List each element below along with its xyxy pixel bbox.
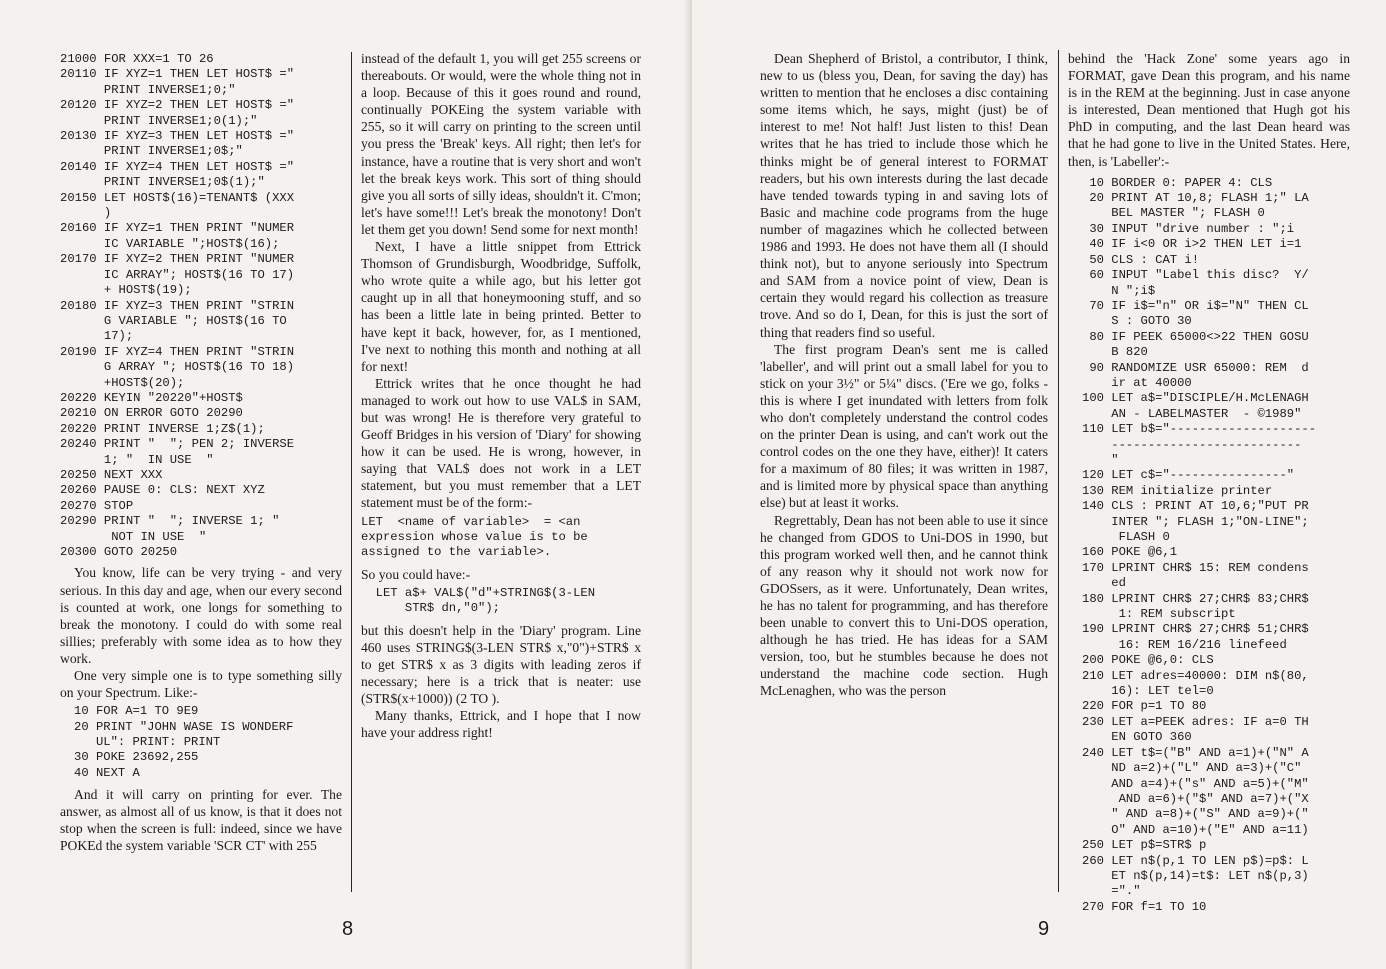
paragraph: instead of the default 1, you will get 255 screens or thereabouts. Or would, were the whole thing not in a loop. Because of this it goes round and round, continually POKEing the system variable with 255, so it will carry on printing to the screen until you press the 'Break' keys. All right; then let's for instance, have a routine that is very short and won't let the break keys work. This sort of thing should give you all sorts of silly ideas, shouldn't it. C'mon; let's have some!!! Let's break the monotony! Don't let them get you down! Send some for next month! [361,51,641,237]
paragraph: Regrettably, Dean has not been able to use it since he changed from GDOS to Uni-DOS in 1990, but this program worked well then, and he cannot think of any reason why it should not work now for GDOSsers, as it were. Unfortunately, Dean writes, he has no talent for programming, and has therefore been unable to convert this to Uni-DOS operation, although he has tried. He has ideas for a SAM version, too, but he stumbles because he does not understand the machine code section. Hugh McLenaghen, who was the person [760,512,1048,699]
paragraph: Next, I have a little snippet from Ettrick Thomson of Grundisburgh, Woodbridge, Suffolk, who wrote quite a while ago, but his letter got caught up in all that honeymooning stuff, and so has been a little late in being printed. Better to have kept it back, however, for, as I mentioned, I've next to nothing this month and nothing at all for next! [361,239,641,374]
page-number: 9 [1038,918,1050,940]
paragraph: So you could have:- [361,566,471,582]
paragraph: You know, life can be very trying - and very serious. In this day and age, when our every second is counted at work, one longs for something to break the monotony. I could do with some real sillies; preferably with some idea as to how they work. [60,565,342,666]
right-column-2 [1068,50,1350,914]
page-number: 8 [342,918,354,940]
column-divider [351,52,352,892]
paragraph: One very simple one is to type something silly on your Spectrum. Like:- [60,667,342,701]
paragraph: but this doesn't help in the 'Diary' program. Line 460 uses STRING$(3-LEN STR$ x,"0")+STR$ x to get STR$ x as 3 digits with leading zeros if necessary; here is a trick that is neater: use (STR$(x+1000)) (2 TO ). [361,622,641,707]
basic-listing-wase: 10 FOR A=1 TO 9E9 20 PRINT "JOHN WASE IS WONDERF UL": PRINT: PRINT 30 POKE 23692,255 40 NEXT A [74,704,294,780]
basic-listing-20000: 21000 FOR XXX=1 TO 26 20110 IF XYZ=1 THEN LET HOST$ =" PRINT INVERSE1;0;" 20120 IF XYZ=2 THEN LET HOST$ =" PRINT INVERSE1;0(1);" 20130 IF XYZ=3 THEN LET HOST$ =" PRINT INVERSE1;0$;" 20140 IF XYZ=4 THEN LET HOST$ =" PRINT INVERSE1;0$(1);" 20150 LET HOST$(16)=TENANT$ (XXX ) 20160 IF XYZ=1 THEN PRINT "NUMER IC VARIABLE ";HOST$(16); 20170 IF XYZ=2 THEN PRINT "NUMER IC ARRAY"; HOST$(16 TO 17) + HOST$(19); 20180 IF XYZ=3 THEN PRINT "STRIN G VARIABLE "; HOST$(16 TO 17); 20190 IF XYZ=4 THEN PRINT "STRIN G ARRAY "; HOST$(16 TO 18) +HOST$(20); 20220 KEYIN "20220"+HOST$ 20210 ON ERROR GOTO 20290 20220 PRINT INVERSE 1;Z$(1); 20240 PRINT " "; PEN 2; INVERSE 1; " IN USE " 20250 NEXT XXX 20260 PAUSE 0: CLS: NEXT XYZ 20270 STOP 20290 PRINT " "; INVERSE 1; " NOT IN USE " 20300 GOTO 20250 [60,52,295,559]
paragraph: The first program Dean's sent me is called 'labeller', and will print out a small label for you to stick on your 3½" or 5¼" discs. ('Ere we go, folks - this is where I get inundated with letters from folk who don't completely understand the control codes on the printer Dean is using, and can't work out the control codes on the one they have, either)! It caters for a maximum of 80 files; it was written in 1987, and is limited more by physical space than anything else) but at least it works. [760,341,1048,511]
paragraph: And it will carry on printing for ever. The answer, as almost all of us know, is that it does not stop when the screen is full: indeed, since we have POKEd the system variable 'SCR CT' with 255 [60,787,342,854]
paragraph: Many thanks, Ettrick, and I hope that I now have your address right! [361,708,641,741]
paragraph: Ettrick writes that he once thought he had managed to work out how to use VAL$ in SAM, but was wrong! He is therefore very grateful to Geoff Bridges in his version of 'Diary' for showing how it can be used. He is wrong, however, in saying that VAL$ does not work in a LET statement, but you must remember that a LET statement must be of the form:- [361,375,641,511]
left-column-2 [361,50,641,890]
val-example-code: LET a$+ VAL$("d"+STRING$(3-LEN STR$ dn,"0"); [375,585,596,616]
labeller-listing: 10 BORDER 0: PAPER 4: CLS 20 PRINT AT 10,8; FLASH 1;" LA BEL MASTER "; FLASH 0 30 INPUT "drive number : ";i 40 IF i<0 OR i>2 THEN LET i=1 50 CLS : CAT i! 60 INPUT "Label this disc? Y/ N ";i$ 70 IF i$="n" OR i$="N" THEN CL S : GOTO 30 80 IF PEEK 65000<>22 THEN GOSU B 820 90 RANDOMIZE USR 65000: REM d ir at 40000 100 LET a$="DISCIPLE/H.McLENAGH AN - LABELMASTER - ©1989" 110 LET b$="-------------------- -------------------------- " 120 LET c$="----------------" 130 REM initialize printer 140 CLS : PRINT AT 10,6;"PUT PR INTER "; FLASH 1;"ON-LINE"; FLASH 0 160 POKE @6,1 170 LPRINT CHR$ 15: REM condens ed 180 LPRINT CHR$ 27;CHR$ 83;CHR$ 1: REM subscript 190 LPRINT CHR$ 27;CHR$ 51;CHR$ 16: REM 16/216 linefeed 200 POKE @6,0: CLS 210 LET adres=40000: DIM n$(80, 16): LET tel=0 220 FOR p=1 TO 80 230 LET a=PEEK adres: IF a=0 TH EN GOTO 360 240 LET t$=("B" AND a=1)+("N" A ND a=2)+("L" AND a=3)+("C" AND a=4)+("s" AND a=5)+("M" AND a=6)+("$" AND a=7)+("X " AND a=8)+("S" AND a=9)+(" O" AND a=10)+("E" AND a=11) 250 LET p$=STR$ p 260 LET n$(p,1 TO LEN p$)=p$: L ET n$(p,14)=t$: LET n$(p,3) ="." 270 FOR f=1 TO 10 [1082,175,1317,914]
left-page [0,0,692,969]
let-syntax-code: LET <name of variable> = <an expression whose value is to be assigned to the variable>. [361,514,588,560]
left-column-1 [60,52,342,892]
paragraph: behind the 'Hack Zone' some years ago in FORMAT, gave Dean this program, and his name is in the REM at the beginning. Just in case anyone is interested, Dean mentioned that Hugh got his PhD in computing, and the last Dean heard was that he had gone to live in the United States. Here, then, is 'Labeller':- [1068,51,1350,169]
paragraph: Dean Shepherd of Bristol, a contributor, I think, new to us (bless you, Dean, for saving the day) has written to mention that he encloses a disc containing some items which, he says, might (just) be of interest to me! Not half! Just listen to this! Dean writes that he has tried to include those which he thinks might be of general interest to FORMAT readers, but his own interests during the last decade have tended towards typing in and saving lots of Basic and machine code programs from the huge number of magazines which he collected between 1986 and 1993. He does not have them all (I should think not), but to anyone seriously into Spectrum and SAM from a novice point of view, Dean is certain they would regard his collection as treasure trove. And so do I, Dean, for this is just the sort of thing that readers find so useful. [760,51,1048,340]
column-divider [1058,50,1059,892]
right-column-1 [760,50,1048,890]
left-column-1-text [60,564,342,854]
